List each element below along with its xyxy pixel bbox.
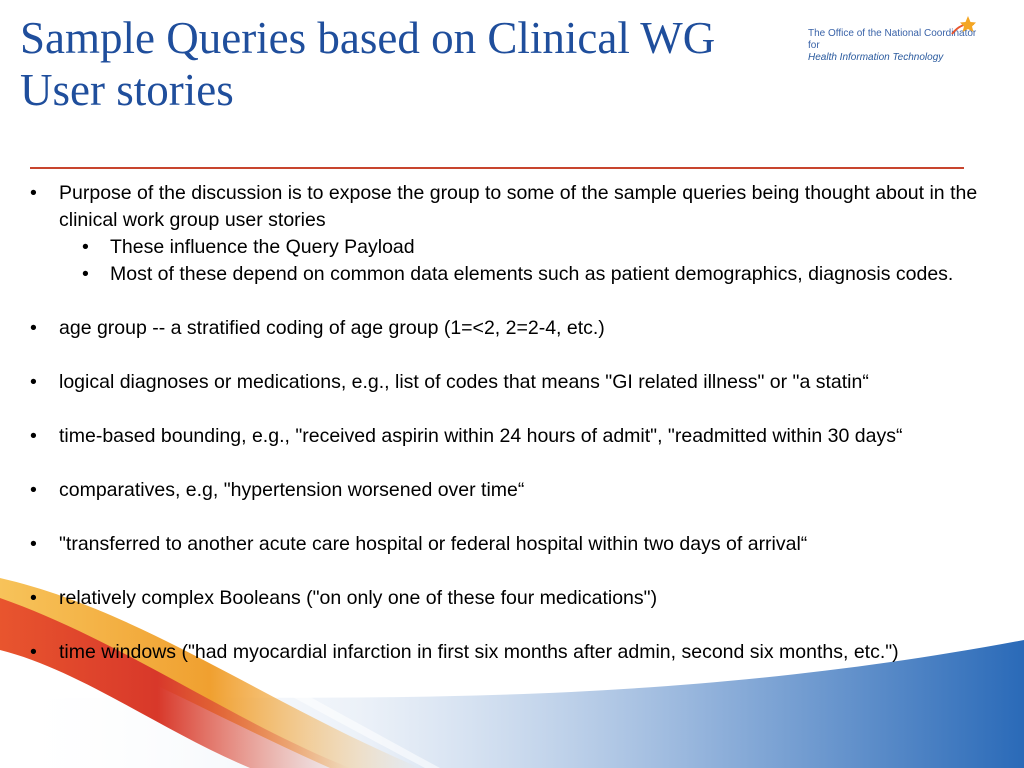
- slide-body: [30, 180, 1015, 666]
- logo-line-2: Health Information Technology: [808, 52, 944, 63]
- bullet-logical-diagnoses: • logical diagnoses or medications, e.g., list of codes that means "GI related illness" or "a statin“: [30, 369, 1015, 396]
- bullet-time-windows: • time windows ("had myocardial infarction in first six months after admin, second six months, etc."): [30, 639, 1015, 666]
- onc-logo: [808, 14, 978, 66]
- title-divider: [30, 167, 964, 169]
- sub-bullet-common-elements: • Most of these depend on common data elements such as patient demographics, diagnosis codes.: [82, 261, 1015, 288]
- bullet-list: [30, 180, 1015, 666]
- bullet-age-group: • age group -- a stratified coding of age group (1=<2, 2=2-4, etc.): [30, 315, 1015, 342]
- bullet-comparatives: • comparatives, e.g, "hypertension worsened over time“: [30, 477, 1015, 504]
- bullet-time-bounding: • time-based bounding, e.g., "received aspirin within 24 hours of admit", "readmitted within 30 days“: [30, 423, 1015, 450]
- title-line-1: Sample Queries based on Clinical WG: [20, 13, 716, 63]
- bullet-purpose: • Purpose of the discussion is to expose the group to some of the sample queries being thought about in the clinical work group user stories: [30, 180, 1015, 234]
- sub-bullet-payload: • These influence the Query Payload: [82, 234, 1015, 261]
- bullet-booleans: • relatively complex Booleans ("on only one of these four medications"): [30, 585, 1015, 612]
- title-line-2: User stories: [20, 65, 234, 115]
- page-title: [20, 12, 715, 116]
- logo-line-1: The Office of the National Coordinator for: [808, 28, 977, 51]
- star-icon: [948, 14, 976, 40]
- bullet-transferred: • "transferred to another acute care hospital or federal hospital within two days of arrival“: [30, 531, 1015, 558]
